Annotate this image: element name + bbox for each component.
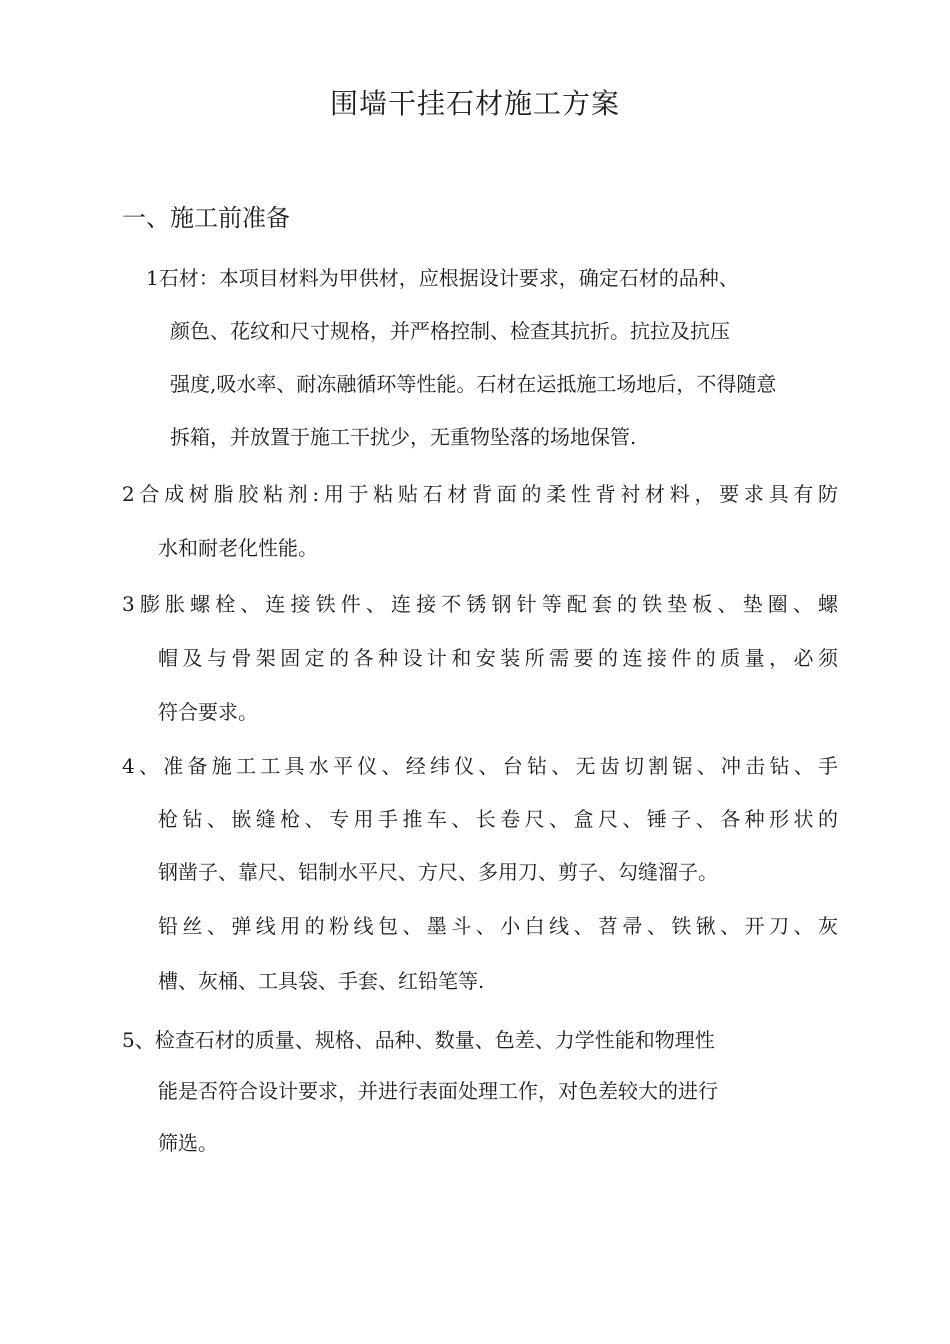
document-title: 围墙干挂石材施工方案 (329, 87, 620, 120)
paragraph-line: 铅丝、弹线用的粉线包、墨斗、小白线、苕帚、铁锹、开刀、灰 (158, 914, 838, 938)
paragraph-line: 槽、灰桶、工具袋、手套、红铅笔等. (158, 969, 485, 993)
paragraph-line: 枪钻、嵌缝枪、专用手推车、长卷尺、盒尺、锤子、各种形状的 (158, 807, 838, 831)
paragraph-line: 水和耐老化性能。 (158, 536, 318, 560)
paragraph-line: 强度,吸水率、耐冻融循环等性能。石材在运抵施工场地后，不得随意 (170, 372, 777, 396)
paragraph-line: 1石材：本项目材料为甲供材，应根据设计要求，确定石材的品种、 (146, 266, 739, 290)
paragraph-line: 钢凿子、靠尺、铝制水平尺、方尺、多用刀、剪子、勾缝溜子。 (158, 860, 718, 884)
paragraph-line: 帽及与骨架固定的各种设计和安装所需要的连接件的质量，必须 (158, 646, 838, 670)
paragraph-line: 5、检查石材的质量、规格、品种、数量、色差、力学性能和物理性 (122, 1028, 715, 1052)
paragraph-line: 筛选。 (158, 1131, 218, 1155)
paragraph-line: 4、准备施工工具水平仪、经纬仪、台钻、无齿切割锯、冲击钻、手 (122, 754, 838, 778)
paragraph-line: 符合要求。 (158, 700, 258, 724)
section-heading: 一、施工前准备 (122, 204, 290, 232)
paragraph-line: 颜色、花纹和尺寸规格，并严格控制、检查其抗折。抗拉及抗压 (170, 319, 730, 343)
paragraph-line: 2合成树脂胶粘剂:用于粘贴石材背面的柔性背衬材料，要求具有防 (122, 482, 838, 506)
paragraph-line: 拆箱，并放置于施工干扰少，无重物坠落的场地保管. (170, 425, 637, 449)
paragraph-line: 3膨胀螺栓、连接铁件、连接不锈钢针等配套的铁垫板、垫圈、螺 (122, 592, 838, 616)
paragraph-line: 能是否符合设计要求，并进行表面处理工作，对色差较大的进行 (158, 1079, 718, 1103)
